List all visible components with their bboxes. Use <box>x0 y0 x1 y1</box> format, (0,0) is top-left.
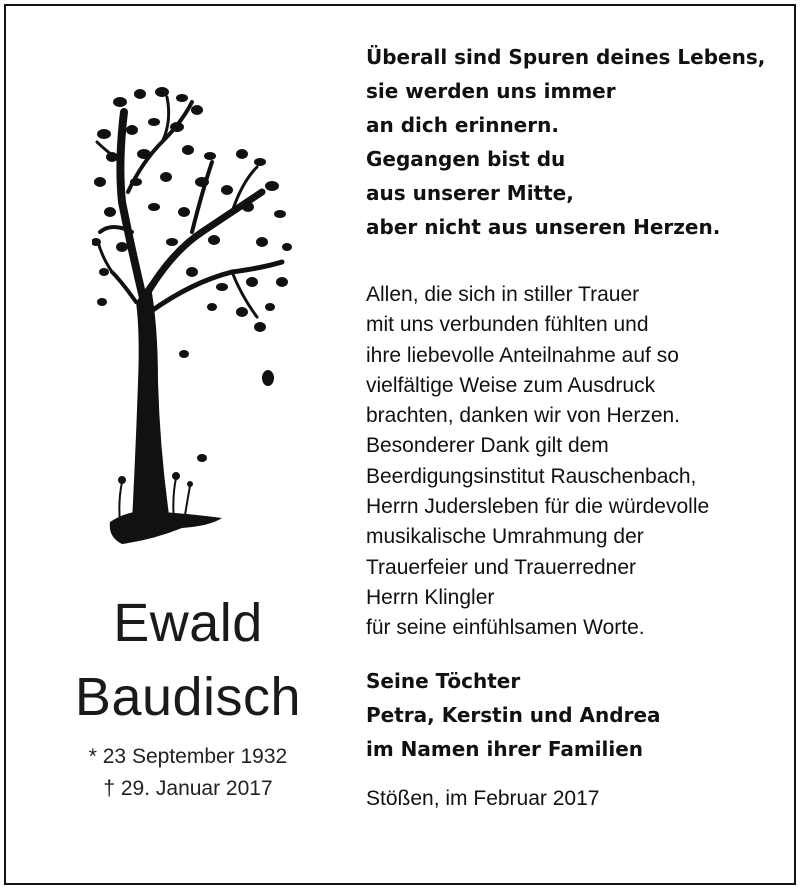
place-date: Stößen, im Februar 2017 <box>366 786 600 810</box>
poem-line: Gegangen bist du <box>366 147 566 171</box>
poem-line: aber nicht aus unseren Herzen. <box>366 215 721 239</box>
poem-line: Überall sind Spuren deines Lebens, <box>366 45 766 69</box>
thanks-line: vielfältige Weise zum Ausdruck <box>366 373 656 397</box>
thanks-line: musikalische Umrahmung der <box>366 525 644 549</box>
signature <box>366 664 786 766</box>
first-name: Ewald <box>113 593 263 653</box>
notice-frame <box>4 4 796 885</box>
poem-line: aus unserer Mitte, <box>366 181 574 205</box>
thanks-line: brachten, danken wir von Herzen. <box>366 404 681 428</box>
tree-icon <box>92 82 292 552</box>
thanks-text <box>366 280 786 644</box>
thanks-line: Allen, die sich in stiller Trauer <box>366 283 640 306</box>
last-name: Baudisch <box>74 667 302 727</box>
poem <box>366 40 786 244</box>
thanks-line: ihre liebevolle Anteilnahme auf so <box>366 343 679 367</box>
poem-line: sie werden uns immer <box>366 79 616 103</box>
left-column <box>12 6 364 883</box>
thanks-line: Besonderer Dank gilt dem <box>366 434 609 458</box>
right-column <box>366 40 786 814</box>
thanks-line: Trauerfeier und Trauerredner <box>366 555 637 579</box>
signature-line: Petra, Kerstin und Andrea <box>366 702 661 727</box>
signature-line: Seine Töchter <box>366 668 521 693</box>
poem-line: an dich erinnern. <box>366 113 559 137</box>
thanks-line: Herrn Judersleben für die würdevolle <box>366 495 710 519</box>
death-date: † 29. Januar 2017 <box>103 777 273 800</box>
signature-line: im Namen ihrer Familien <box>366 736 644 761</box>
thanks-line: Beerdigungsinstitut Rauschenbach, <box>366 464 697 488</box>
thanks-line: für seine einfühlsamen Worte. <box>366 616 645 640</box>
birth-date: * 23 September 1932 <box>88 745 288 768</box>
thanks-line: mit uns verbunden fühlten und <box>366 313 649 337</box>
thanks-line: Herrn Klingler <box>366 585 495 609</box>
